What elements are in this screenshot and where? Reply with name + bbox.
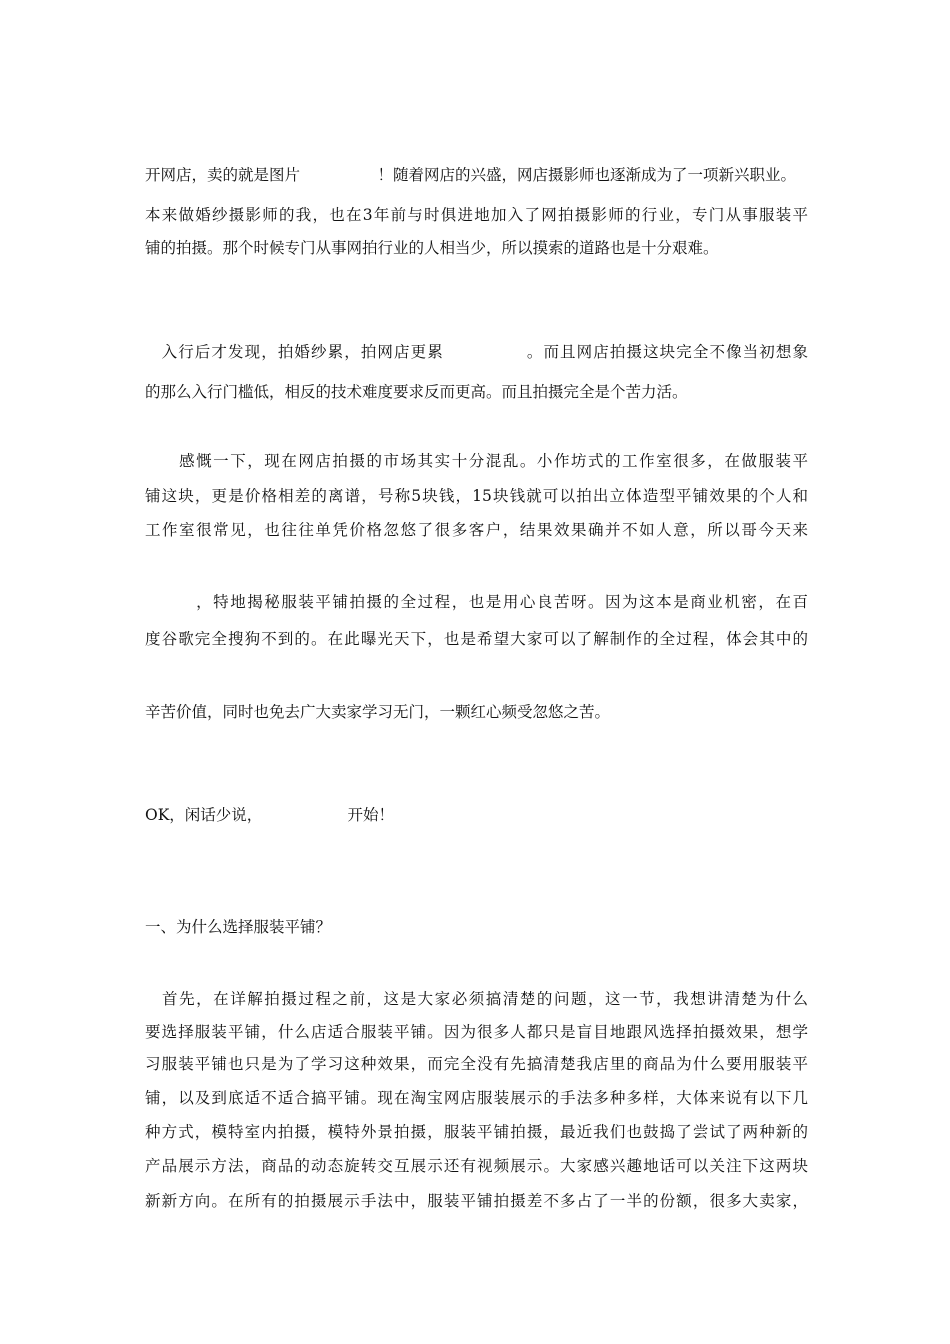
text-line: 感慨一下，现在网店拍摄的市场其实十分混乱。小作坊式的工作室很多，在做服装平 [145,452,808,470]
text-line: 要选择服装平铺，什么店适合服装平铺。因为很多人都只是盲目地跟风选择拍摄效果，想学 [145,1023,808,1041]
text-line: 的那么入行门槛低，相反的技术难度要求反而更高。而且拍摄完全是个苦力活。 [145,383,688,401]
text-line: 开网店，卖的就是图片 ！随着网店的兴盛，网店摄影师也逐渐成为了一项新兴职业。 [145,166,797,184]
text-line: 入行后才发现，拍婚纱累，拍网店更累 。而且网店拍摄这块完全不像当初想象 [145,343,808,361]
text-line: 铺这块，更是价格相差的离谱，号称5块钱，15块钱就可以拍出立体造型平铺效果的个人和 [145,487,808,505]
section-heading: 一、为什么选择服装平铺？ [145,918,332,936]
text-line: 铺的拍摄。那个时候专门从事网拍行业的人相当少，所以摸索的道路也是十分艰难。 [145,239,719,257]
text-line: 工作室很常见，也往往单凭价格忽悠了很多客户，结果效果确并不如人意，所以哥今天来 [145,521,808,539]
text-line: 产品展示方法，商品的动态旋转交互展示还有视频展示。大家感兴趣地话可以关注下这两块 [145,1157,808,1175]
text-line: 习服装平铺也只是为了学习这种效果，而完全没有先搞清楚我店里的商品为什么要用服装平 [145,1055,808,1073]
text-line: 度谷歌完全搜狗不到的。在此曝光天下，也是希望大家可以了解制作的全过程，体会其中的 [145,630,808,648]
text-line: 种方式，模特室内拍摄，模特外景拍摄，服装平铺拍摄，最近我们也鼓捣了尝试了两种新的 [145,1123,808,1141]
text-line: 辛苦价值，同时也免去广大卖家学习无门，一颗红心频受忽悠之苦。 [145,703,611,721]
text-line: ，特地揭秘服装平铺拍摄的全过程，也是用心良苦呀。因为这本是商业机密，在百 [145,593,808,611]
text-line: 首先，在详解拍摄过程之前，这是大家必须搞清楚的问题，这一节，我想讲清楚为什么 [145,990,808,1008]
text-line: OK，闲话少说， 开始！ [145,806,395,824]
text-line: 铺，以及到底适不适合搞平铺。现在淘宝网店服装展示的手法多种多样，大体来说有以下几 [145,1089,808,1107]
text-line: 新新方向。在所有的拍摄展示手法中，服装平铺拍摄差不多占了一半的份额，很多大卖家， [145,1192,808,1210]
text-line: 本来做婚纱摄影师的我，也在3年前与时俱进地加入了网拍摄影师的行业，专门从事服装平 [145,206,808,224]
